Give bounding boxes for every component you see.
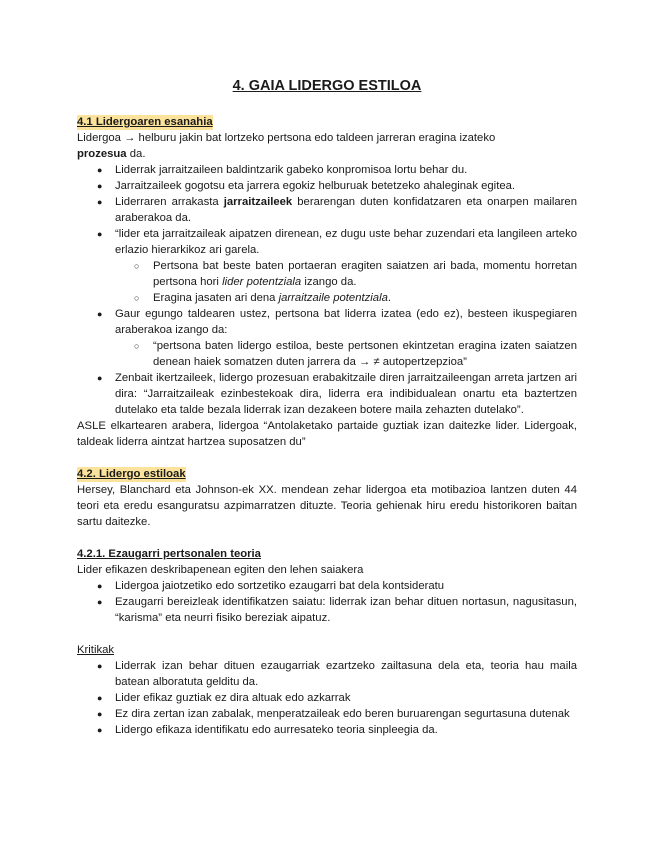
list-item: ● Lider efikaz guztiak ez dira altuak edo azkarrak: [97, 692, 351, 704]
list-item: ● Liderrak jarraitzaileen baldintzarik gabeko konpromisoa lortu behar du.: [97, 164, 468, 176]
list-item: ● “lider eta jarraitzaileak aipatzen direnean, ez dugu uste behar zuzendari eta langileen arteko erlazio hierarkikoz ari garela. ○ Pertsona bat beste baten portaeran eragiten saiatzen ari bada, momentu horretan pertsona hori lider potentziala izango da. ○ Eragina jasaten ari dena jarraitzaile potentziala.: [97, 228, 577, 304]
definition-bold-term: prozesua: [77, 148, 127, 160]
bullet-icon: ●: [97, 693, 103, 703]
definition-text: Lidergoa → helburu jakin bat lortzeko pertsona edo taldeen jarreran eragina izateko: [77, 132, 496, 144]
bullet-icon: ●: [97, 309, 103, 319]
bullet-list-4-1: [77, 162, 577, 418]
definition-end: da.: [126, 148, 146, 160]
list-item: ● Liderraren arrakasta jarraitzaileek berarengan duten konfidatzaren eta onarpen mailaren araberakoa da.: [97, 196, 577, 224]
bullet-icon: ●: [97, 229, 103, 239]
circle-bullet-icon: ○: [134, 293, 140, 303]
list-item: ● Zenbait ikertzaileek, lidergo prozesuan erabakitzaile diren jarraitzaileengan arreta jartzen ari dira: “Jarraitzaileak ezinbestekoak dira, liderra era indibidualean onartu eta baztertzen dutelako eta talde bezala liderrak izan dezakeen botere maila zehazten dutelako”.: [97, 372, 577, 416]
bullet-icon: ●: [97, 181, 103, 191]
bullet-icon: ●: [97, 197, 103, 207]
section-heading-4-2: 4.2. Lidergo estiloak: [77, 468, 186, 480]
kritikak-list: [77, 658, 577, 738]
circle-bullet-icon: ○: [134, 261, 140, 271]
bullet-icon: ●: [97, 597, 103, 607]
section-heading-4-2-1: 4.2.1. Ezaugarri pertsonalen teoria: [77, 548, 261, 560]
sub-list-item: ○ Pertsona bat beste baten portaeran eragiten saiatzen ari bada, momentu horretan pertsona hori lider potentziala izango da.: [134, 260, 577, 288]
section-4-2: [77, 466, 577, 530]
bullet-icon: ●: [97, 581, 103, 591]
list-item: ● Liderrak izan behar dituen ezaugarriak ezartzeko zailtasuna dela eta, teoria hau maila batean alboratuta gelditu da.: [97, 660, 577, 688]
sub-list: [115, 258, 577, 306]
list-item: ● Jarraitzaileek gogotsu eta jarrera egokiz helburuak betetzeko ahaleginak egitea.: [97, 180, 516, 192]
bullet-icon: ●: [97, 709, 103, 719]
definition-paragraph: [77, 130, 577, 162]
circle-bullet-icon: ○: [134, 341, 140, 351]
section-4-2-1-intro: Lider efikazen deskribapenean egiten den lehen saiakera: [77, 564, 364, 576]
list-item: ● Lidergoa jaiotzetiko edo sortzetiko ezaugarri bat dela kontsideratu: [97, 580, 445, 592]
list-item: ● Gaur egungo taldearen ustez, pertsona bat liderra izatea (edo ez), besteen ikuspegiaren araberakoa izango da: ○ “pertsona baten lidergo estiloa, beste pertsonen ekintzetan eragina izaten saiatzen denean haiek somatzen duten jarrera da → ≠ autopertzepzioa”: [97, 308, 577, 368]
sub-list: [115, 338, 577, 370]
section-4-2-1: [77, 546, 577, 738]
bullet-icon: ●: [97, 661, 103, 671]
kritikak-label: Kritikak: [77, 644, 115, 656]
document-body: [77, 77, 577, 738]
list-item: ● Ezaugarri bereizleak identifikatzen saiatu: liderrak izan behar dituen nortasun, nagusitasun, “karisma” eta neurri fisiko bereziak aipatuz.: [97, 596, 577, 624]
page-title: 4. GAIA LIDERGO ESTILOA: [232, 78, 422, 94]
sub-list-item: ○ Eragina jasaten ari dena jarraitzaile potentziala.: [134, 292, 392, 304]
list-item: ● Lidergo efikaza identifikatu edo aurresateko teoria sinpleegia da.: [97, 724, 438, 736]
bullet-icon: ●: [97, 373, 103, 383]
sub-list-item: ○ “pertsona baten lidergo estiloa, beste pertsonen ekintzetan eragina izaten saiatzen denean haiek somatzen duten jarrera da → ≠ autopertzepzioa”: [134, 340, 577, 368]
bullet-icon: ●: [97, 725, 103, 735]
bullet-list-4-2-1: [77, 578, 577, 626]
section-4-2-paragraph: Hersey, Blanchard eta Johnson-ek XX. mendean zehar lidergoa eta motibazioa lantzen duten 44 teori eta eredu esanguratsu azpimarratzen dituzte. Teoria gehienak hiru eredu historikoren baitan sartu daitezke.: [77, 484, 577, 528]
list-item: ● Ez dira zertan izan zabalak, menperatzaileak edo beren buruarengan segurtasuna dutenak: [97, 708, 570, 720]
asle-paragraph: ASLE elkartearen arabera, lidergoa “Antolaketako partaide guztiak izan daitezke lider. Lidergoak, taldeak liderra aintzat hartzea suposatzen du”: [77, 420, 577, 448]
section-4-1: [77, 114, 577, 450]
bullet-icon: ●: [97, 165, 103, 175]
section-heading-4-1: 4.1 Lidergoaren esanahia: [77, 116, 213, 128]
